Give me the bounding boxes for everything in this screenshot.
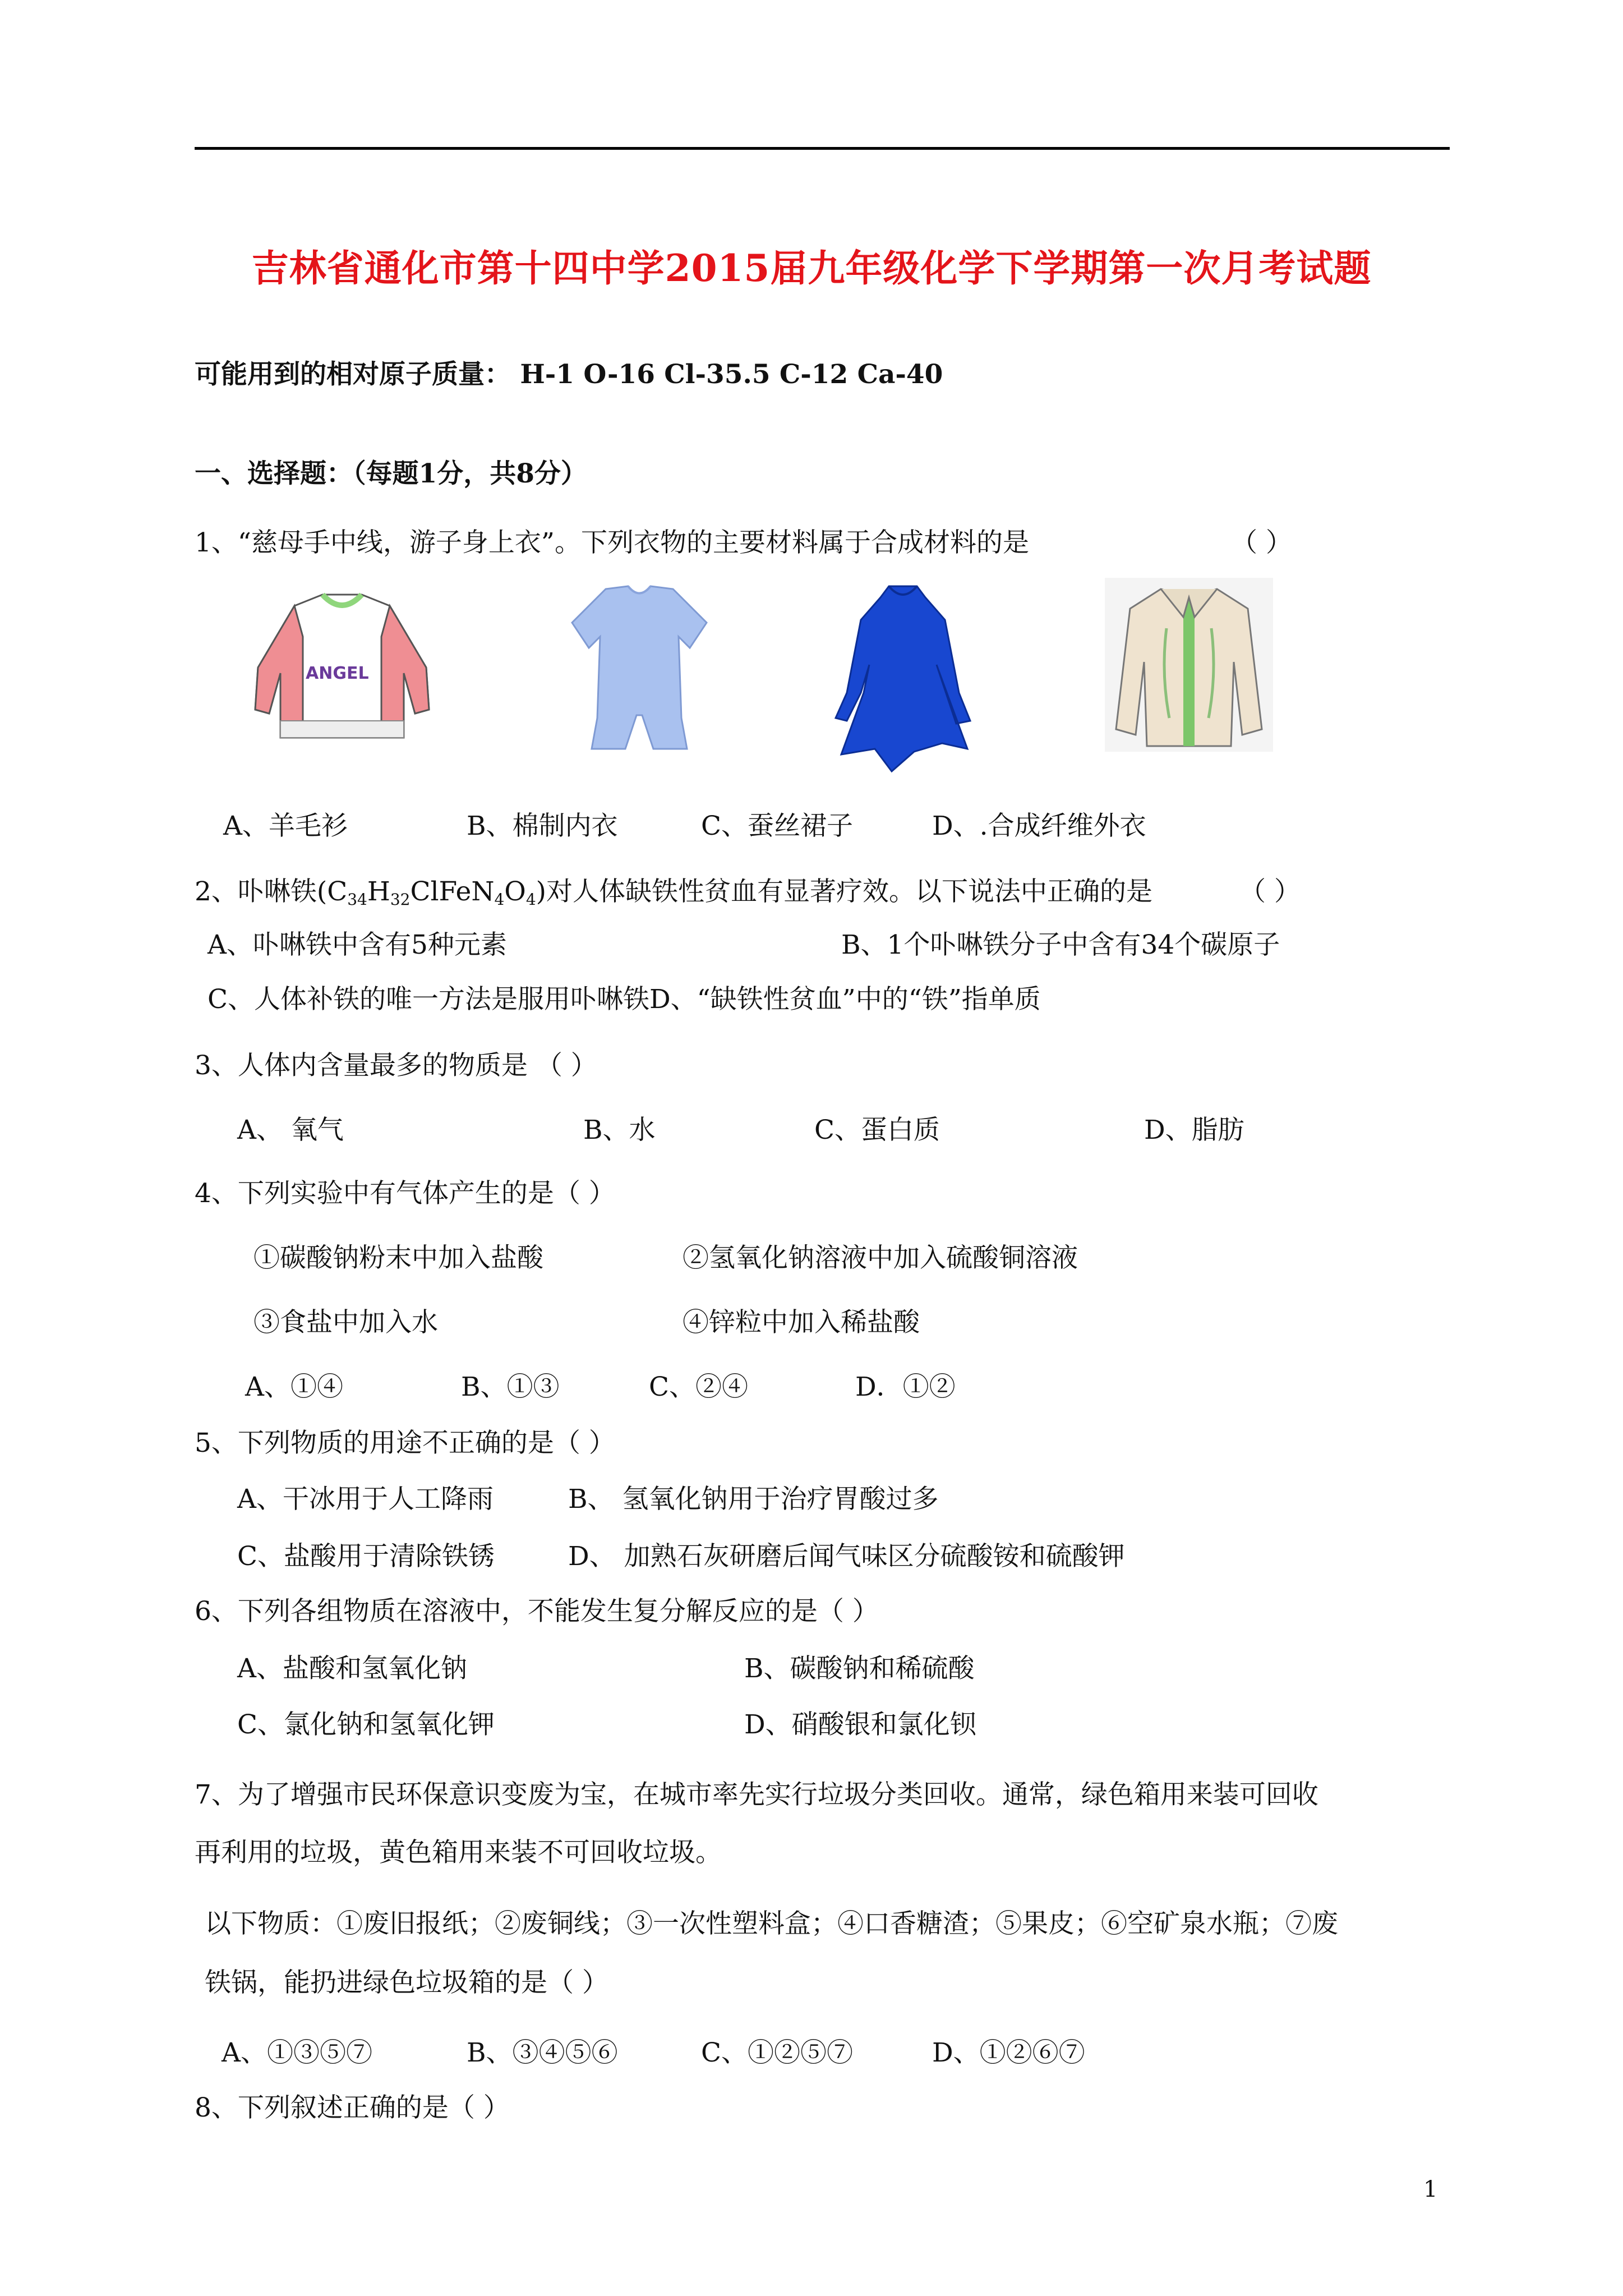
q5-option-c[interactable]: C、盐酸用于清除铁锈	[237, 1541, 495, 1572]
page-number: 1	[1423, 2177, 1438, 2202]
q4-item-1: ①碳酸钠粉末中加入盐酸	[253, 1243, 543, 1273]
q1-option-d[interactable]: D、.合成纤维外衣	[932, 811, 1146, 841]
q1-stem: 1、“慈母手中线，游子身上衣”。下列衣物的主要材料属于合成材料的是	[195, 527, 1029, 558]
q7-line-3: 以下物质：①废旧报纸；②废铜线；③一次性塑料盒；④口香糖渣；⑤果皮；⑥空矿泉水瓶；⑦废	[205, 1908, 1338, 1939]
q4-item-3: ③食盐中加入水	[253, 1307, 438, 1338]
q2-stem-text: )对人体缺铁性贫血有显著疗效。以下说法中正确的是	[536, 876, 1153, 907]
q1-option-b[interactable]: B、棉制内衣	[467, 811, 618, 841]
q3-option-d[interactable]: D、脂肪	[1144, 1115, 1244, 1145]
q4-item-4: ④锌粒中加入稀盐酸	[683, 1307, 920, 1338]
q4-option-b[interactable]: B、①③	[461, 1372, 560, 1402]
q4-stem: 4、下列实验中有气体产生的是（ ）	[195, 1178, 615, 1209]
header-rule	[195, 147, 1450, 150]
q4-option-c[interactable]: C、②④	[649, 1372, 748, 1402]
q5-option-b[interactable]: B、 氢氧化钠用于治疗胃酸过多	[568, 1484, 939, 1515]
q6-stem: 6、下列各组物质在溶液中，不能发生复分解反应的是（ ）	[195, 1596, 879, 1627]
q6-option-b[interactable]: B、碳酸钠和稀硫酸	[744, 1653, 975, 1684]
q3-option-b[interactable]: B、水	[583, 1115, 656, 1145]
dress-image	[830, 581, 976, 774]
q5-option-a[interactable]: A、干冰用于人工降雨	[237, 1484, 494, 1515]
q1-answer-blank: （ ）	[1231, 527, 1292, 558]
q6-option-a[interactable]: A、盐酸和氢氧化钠	[237, 1653, 467, 1684]
q7-line-4: 铁锅，能扔进绿色垃圾箱的是（ ）	[205, 1967, 608, 1998]
q6-option-c[interactable]: C、氯化钠和氢氧化钾	[237, 1709, 495, 1740]
q7-line-2: 再利用的垃圾，黄色箱用来装不可回收垃圾。	[195, 1837, 722, 1868]
q3-option-a[interactable]: A、 氧气	[237, 1115, 344, 1145]
q2-sub-c: 34	[347, 890, 367, 909]
q4-option-d[interactable]: D．①②	[855, 1372, 956, 1402]
sweater-logo-text: ANGEL	[306, 664, 369, 683]
q1-option-c[interactable]: C、蚕丝裙子	[701, 811, 853, 841]
shirt-image	[1105, 578, 1273, 752]
q2-formula-part: ClFeN	[410, 876, 495, 907]
q5-stem: 5、下列物质的用途不正确的是（ ）	[195, 1428, 615, 1458]
q2-formula-part: H	[367, 876, 390, 907]
q2-sub-n: 4	[494, 890, 505, 909]
q7-option-c[interactable]: C、①②⑤⑦	[701, 2037, 853, 2068]
romper-image	[566, 581, 712, 754]
q2-option-cd[interactable]: C、人体补铁的唯一方法是服用卟啉铁D、“缺铁性贫血”中的“铁”指单质	[208, 984, 1041, 1015]
q3-option-c[interactable]: C、蛋白质	[814, 1115, 940, 1145]
sweater-image	[241, 583, 443, 746]
q2-option-b[interactable]: B、1个卟啉铁分子中含有34个碳原子	[841, 930, 1280, 960]
atomic-masses: 可能用到的相对原子质量： H-1 O-16 Cl-35.5 C-12 Ca-40	[195, 359, 943, 390]
q2-sub-h: 32	[390, 890, 411, 909]
section-heading: 一、选择题：（每题1分，共8分）	[195, 458, 587, 489]
q6-option-d[interactable]: D、硝酸银和氯化钡	[744, 1709, 976, 1740]
q4-item-2: ②氢氧化钠溶液中加入硫酸铜溶液	[683, 1243, 1078, 1273]
q7-option-d[interactable]: D、①②⑥⑦	[932, 2037, 1085, 2068]
q2-formula-part: O	[504, 876, 526, 907]
q7-line-1: 7、为了增强市民环保意识变废为宝，在城市率先实行垃圾分类回收。通常，绿色箱用来装可回收	[195, 1779, 1318, 1810]
q2-answer-blank: （ ）	[1239, 876, 1301, 907]
q1-option-a[interactable]: A、羊毛衫	[223, 811, 348, 841]
q8-stem: 8、下列叙述正确的是（ ）	[195, 2092, 510, 2123]
q2-formula-part: 2、卟啉铁(C	[195, 876, 348, 907]
q7-option-b[interactable]: B、③④⑤⑥	[467, 2037, 618, 2068]
q4-option-a[interactable]: A、①④	[245, 1372, 343, 1402]
q3-stem: 3、人体内含量最多的物质是 （ ）	[195, 1050, 597, 1081]
q2-stem	[195, 875, 1152, 917]
q2-sub-o: 4	[525, 890, 536, 909]
q5-option-d[interactable]: D、 加熟石灰研磨后闻气味区分硫酸铵和硫酸钾	[568, 1541, 1125, 1572]
q2-option-a[interactable]: A、卟啉铁中含有5种元素	[208, 930, 507, 960]
page-title: 吉林省通化市第十四中学2015届九年级化学下学期第一次月考试题	[251, 246, 1372, 290]
q7-option-a[interactable]: A、①③⑤⑦	[222, 2037, 372, 2068]
